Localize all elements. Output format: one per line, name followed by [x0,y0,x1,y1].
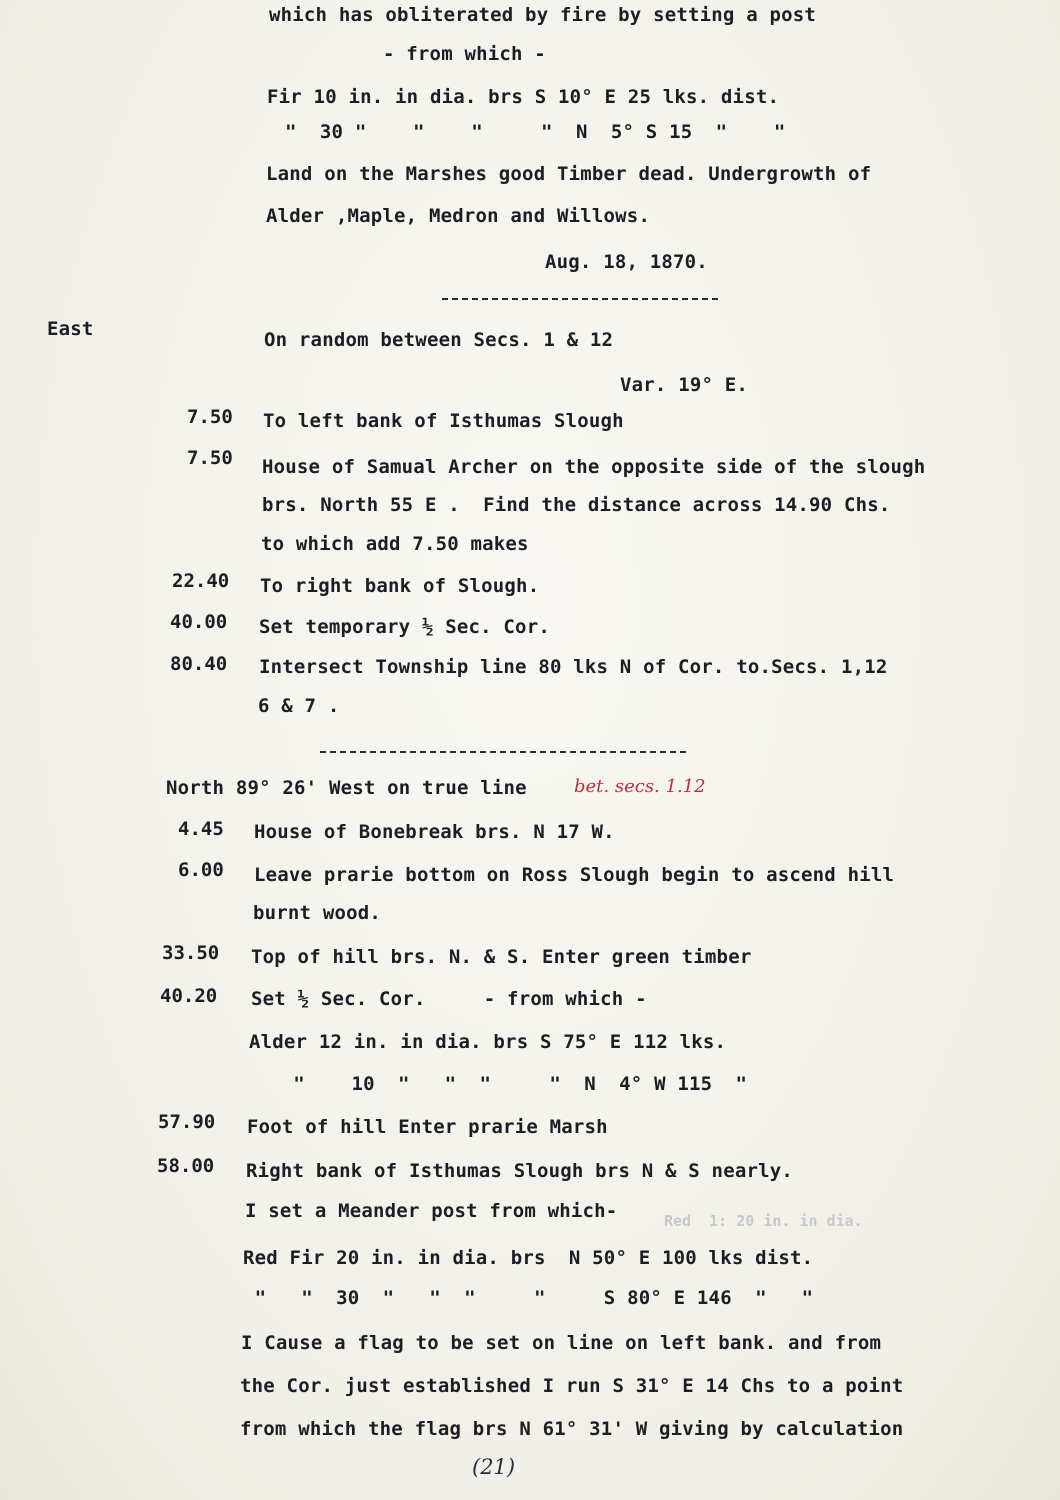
variation: Var. 19° E. [620,374,749,396]
chain-value: 6.00 [178,859,224,881]
entry-text: Right bank of Isthumas Slough brs N & S nearly. [246,1160,794,1182]
handwritten-note: bet. secs. 1.12 [574,776,706,797]
direction-label: East [47,318,94,340]
chain-value: 80.40 [170,653,228,675]
chain-value: 33.50 [162,942,220,964]
divider [320,751,686,753]
entry-text: House of Bonebreak brs. N 17 W. [254,821,615,843]
entry-text: burnt wood. [253,902,382,924]
entry-text: Alder 12 in. in dia. brs S 75° E 112 lks. [249,1031,727,1053]
entry-text: To right bank of Slough. [260,575,540,597]
entry-text: brs. North 55 E . Find the distance across 14.90 Chs. [262,494,891,516]
entry-text: Leave prarie bottom on Ross Slough begin to ascend hill [254,864,895,886]
entry-text: Foot of hill Enter prarie Marsh [247,1116,608,1138]
chain-value: 58.00 [157,1155,215,1177]
entry-text: I Cause a flag to be set on line on left bank. and from [241,1332,882,1354]
section-heading: North 89° 26' West on true line [166,777,527,799]
text-line: Land on the Marshes good Timber dead. Undergrowth of [266,163,872,185]
chain-value: 40.20 [160,985,218,1007]
text-line: Fir 10 in. in dia. brs S 10° E 25 lks. dist. [267,86,780,108]
text-line: Alder ,Maple, Medron and Willows. [266,205,651,227]
entry-text: House of Samual Archer on the opposite side of the slough [262,456,926,478]
entry-text: the Cor. just established I run S 31° E 14 Chs to a point [240,1375,904,1397]
entry-text: 6 & 7 . [258,695,340,717]
chain-value: 7.50 [187,447,233,469]
chain-value: 57.90 [158,1111,216,1133]
page-number: (21) [472,1455,516,1479]
chain-value: 22.40 [172,570,230,592]
entry-text: from which the flag brs N 61° 31' W giving by calculation [240,1418,904,1440]
entry-text: Top of hill brs. N. & S. Enter green timber [251,946,752,968]
entry-text: I set a Meander post from which- [245,1200,618,1222]
chain-value: 4.45 [178,818,224,840]
chain-value: 7.50 [187,406,233,428]
entry-text: Red Fir 20 in. in dia. brs N 50° E 100 lks dist. [243,1247,814,1269]
entry-text: Intersect Township line 80 lks N of Cor. to.Secs. 1,12 [259,656,888,678]
text-line: which has obliterated by fire by setting a post [269,4,817,26]
text-line: - from which - [383,43,546,65]
entry-text: To left bank of Isthumas Slough [263,410,624,432]
entry-text: to which add 7.50 makes [261,533,529,555]
date: Aug. 18, 1870. [545,251,708,273]
text-line: " 30 " " " " N 5° S 15 " " [285,121,786,143]
divider [442,298,718,300]
section-heading: On random between Secs. 1 & 12 [264,329,614,351]
entry-text: " 10 " " " " N 4° W 115 " [270,1073,748,1095]
entry-text: " " 30 " " " " S 80° E 146 " " [243,1287,814,1309]
entry-text: Set ½ Sec. Cor. - from which - [251,988,647,1010]
faint-overlay-text: Red 1: 20 in. in dia. [664,1212,863,1230]
chain-value: 40.00 [170,611,228,633]
entry-text: Set temporary ½ Sec. Cor. [259,616,550,638]
